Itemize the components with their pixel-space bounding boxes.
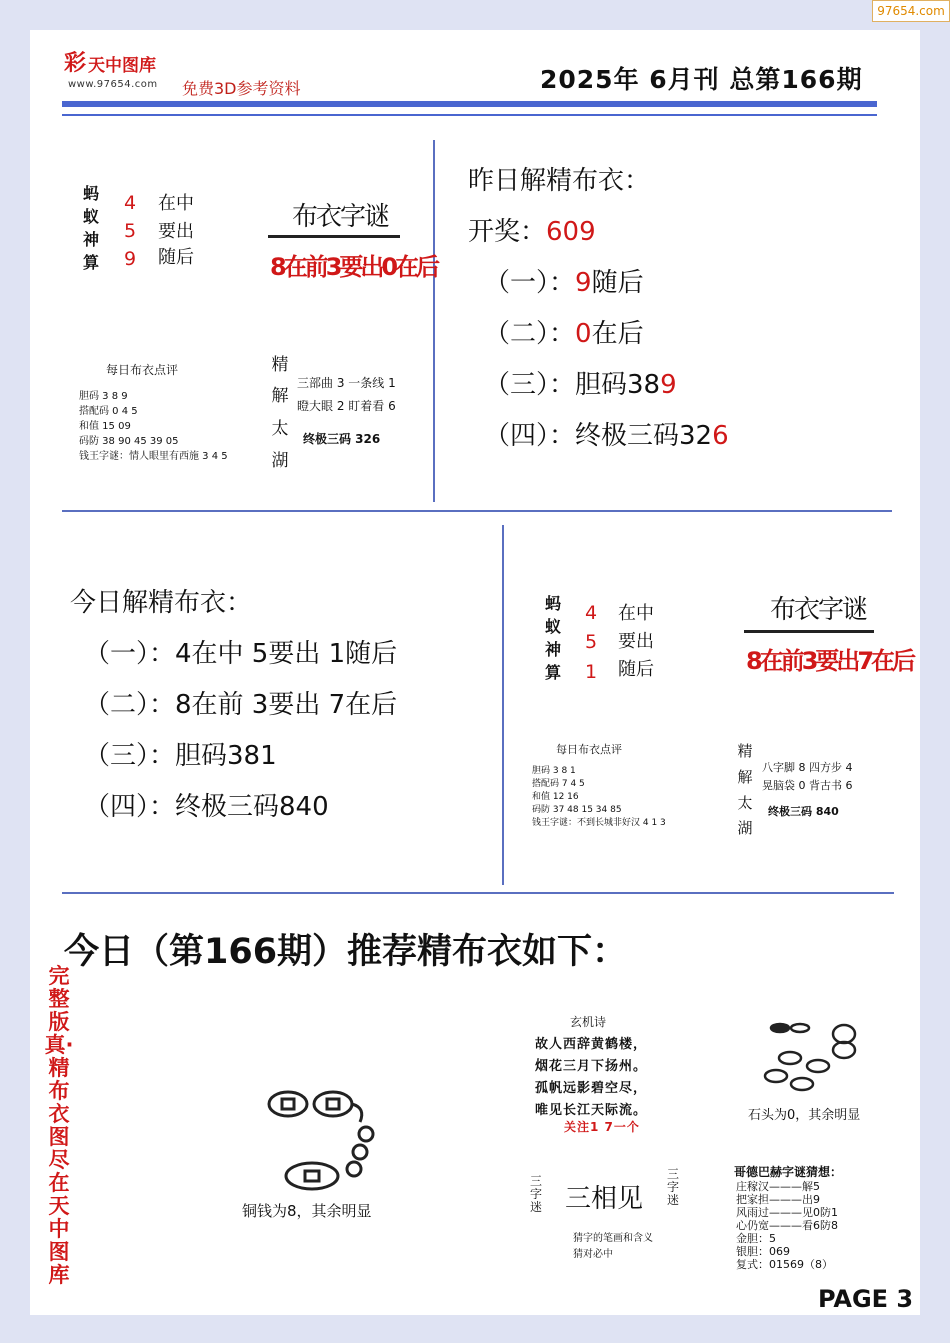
ant-digit: 4 (123, 192, 137, 214)
jj-line: 瞪大眼 2 盯着看 6 (297, 399, 396, 413)
puzzle-answer: 8在前3要出0在后 (270, 253, 438, 281)
jj-char: 精 (271, 355, 289, 375)
side-promo-text[interactable]: 完整版真·精布衣图尽在天中图库 (44, 964, 74, 1287)
divider-horizontal-1 (62, 510, 892, 512)
puzzle-answer: 8在前3要出7在后 (746, 647, 914, 675)
review-line: 搭配码 7 4 5 (532, 779, 585, 789)
ant-word: 随后 (618, 659, 654, 680)
jj-char: 解 (737, 768, 753, 786)
jj-char: 湖 (737, 819, 753, 837)
item-text: 在后 (591, 319, 644, 349)
ant-digit: 5 (584, 631, 598, 653)
godel-line: 风雨过———见0防1 (736, 1206, 838, 1219)
item-red-tail: 6 (712, 421, 729, 451)
poem-note: 关注1 7一个 (564, 1120, 640, 1134)
ant-word: 要出 (158, 221, 194, 242)
ant-digit: 1 (584, 661, 598, 683)
today-title: 今日解精布衣： (70, 588, 253, 618)
ant-char: 算 (544, 663, 561, 682)
jj-line: 三部曲 3 一条线 1 (297, 376, 396, 390)
riddle-side-left: 三字迷 (530, 1174, 543, 1214)
jj-char: 精 (737, 742, 753, 760)
ant-word: 在中 (618, 603, 654, 624)
yesterday-draw (468, 211, 596, 248)
poem-title: 玄机诗 (570, 1015, 607, 1029)
divider-vertical-top (433, 140, 435, 502)
poem-line: 烟花三月下扬州。 (535, 1059, 648, 1074)
tagline: 免费3D参考资料 (182, 79, 301, 98)
item-text: 终极三码32 (575, 421, 713, 451)
ant-word: 随后 (158, 247, 194, 268)
today-item: （四）：终极三码840 (84, 792, 329, 822)
review-line: 钱王字谜：不到长城非好汉 4 1 3 (532, 818, 666, 828)
recommend-heading: 今日（第166期）推荐精布衣如下： (64, 932, 628, 972)
riddle-note: 猜字的笔画和含义 (573, 1233, 653, 1244)
puzzle-divider (268, 235, 400, 238)
yesterday-item (484, 313, 644, 350)
yesterday-item (484, 415, 729, 452)
item-text: 随后 (591, 268, 644, 298)
review-line: 和值 15 09 (79, 421, 131, 432)
puzzle-divider (744, 630, 874, 633)
ant-char: 蚂 (544, 594, 561, 613)
jj-final: 终极三码 326 (303, 432, 381, 446)
site-badge[interactable]: 97654.com (872, 0, 950, 22)
item-red-tail: 9 (660, 370, 677, 400)
review-line: 胆码 3 8 1 (532, 766, 576, 776)
logo-url: www.97654.com (68, 79, 158, 90)
header-rule-thin (62, 114, 877, 116)
riddle-main: 三相见 (565, 1184, 644, 1214)
yesterday-item (484, 262, 644, 299)
poem-line: 孤帆远影碧空尽， (535, 1081, 648, 1096)
ant-char: 蚁 (82, 207, 99, 226)
ant-word: 要出 (618, 631, 654, 652)
jj-char: 太 (271, 419, 289, 439)
draw-value: 609 (546, 217, 596, 247)
page-number: PAGE 3 (818, 1285, 914, 1313)
yesterday-title: 昨日解精布衣： (468, 166, 651, 196)
stone-caption: 石头为0，其余明显 (748, 1108, 861, 1123)
coin-caption: 铜钱为8，其余明显 (242, 1202, 372, 1220)
jj-char: 太 (737, 794, 753, 812)
godel-line: 心仍宽———看6防8 (736, 1219, 838, 1232)
riddle-note: 猜对必中 (573, 1249, 613, 1260)
review-line: 胆码 3 8 9 (79, 391, 128, 402)
review-line: 和值 12 16 (532, 792, 579, 802)
poem-line: 故人西辞黄鹤楼， (535, 1037, 648, 1052)
ant-digit: 9 (123, 248, 137, 270)
divider-horizontal-2 (62, 892, 894, 894)
ant-char: 神 (544, 640, 561, 659)
ant-char: 蚂 (82, 184, 99, 203)
godel-line: 把家担———出9 (736, 1193, 820, 1206)
stone-figure-icon (758, 1020, 858, 1096)
draw-label: 开奖： (468, 217, 547, 247)
jj-char: 解 (271, 386, 289, 406)
godel-title: 哥德巴赫字谜猜想： (734, 1165, 843, 1179)
review-title: 每日布衣点评 (556, 743, 622, 756)
godel-line: 庄稼汉———解5 (736, 1180, 820, 1193)
review-line: 钱王字谜：情人眼里有西施 3 4 5 (79, 451, 228, 462)
godel-line: 金胆：5 (736, 1232, 776, 1245)
item-prefix: （二）： (484, 319, 576, 349)
puzzle-title: 布衣字谜 (770, 595, 867, 625)
item-red: 9 (575, 268, 592, 298)
today-item: （二）：8在前 3要出 7在后 (84, 690, 398, 720)
review-line: 码防 38 90 45 39 05 (79, 436, 179, 447)
logo-name: 天中图库 (88, 56, 156, 76)
jj-final: 终极三码 840 (768, 805, 839, 818)
puzzle-title: 布衣字谜 (292, 202, 389, 232)
ant-char: 算 (82, 253, 99, 272)
review-line: 码防 37 48 15 34 85 (532, 805, 622, 815)
site-logo[interactable] (64, 47, 176, 95)
jj-line: 八字脚 8 四方步 4 (762, 761, 853, 774)
item-text: 胆码38 (575, 370, 661, 400)
ant-word: 在中 (158, 193, 194, 214)
review-line: 搭配码 0 4 5 (79, 406, 138, 417)
item-red: 0 (575, 319, 592, 349)
today-item: （三）：胆码381 (84, 741, 277, 771)
divider-vertical-mid (502, 525, 504, 885)
ant-digit: 5 (123, 220, 137, 242)
poem-line: 唯见长江天际流。 (535, 1103, 648, 1118)
logo-mark-icon: 彩 (64, 51, 87, 76)
ant-char: 蚁 (544, 617, 561, 636)
issue-title: 2025年 6月刊 总第166期 (540, 65, 863, 94)
riddle-side-right: 三字迷 (667, 1167, 680, 1207)
coin-figure-icon (262, 1080, 402, 1196)
item-prefix: （四）： (484, 421, 576, 451)
jj-line: 晃脑袋 0 背古书 6 (762, 779, 853, 792)
ant-digit: 4 (584, 602, 598, 624)
item-prefix: （三）： (484, 370, 576, 400)
item-prefix: （一）： (484, 268, 576, 298)
godel-line: 复式：01569（8） (736, 1258, 833, 1271)
godel-line: 银胆：069 (736, 1245, 790, 1258)
today-item: （一）：4在中 5要出 1随后 (84, 639, 398, 669)
review-title: 每日布衣点评 (106, 363, 179, 377)
jj-char: 湖 (271, 451, 289, 471)
yesterday-item (484, 364, 677, 401)
header-rule (62, 101, 877, 107)
ant-char: 神 (82, 230, 99, 249)
